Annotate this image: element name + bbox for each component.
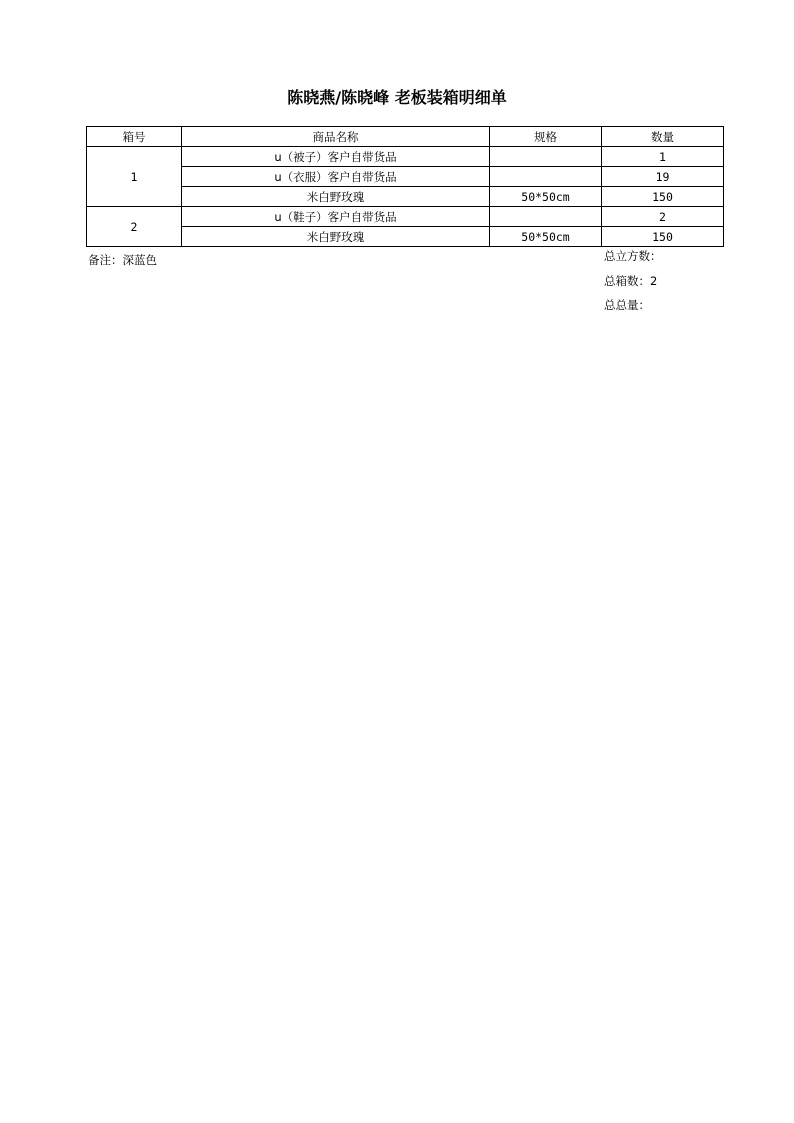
column-header-quantity: 数量 — [602, 127, 724, 147]
table-row — [87, 147, 724, 167]
table-row — [87, 187, 724, 207]
table-row — [87, 207, 724, 227]
column-header-product-name: 商品名称 — [182, 127, 490, 147]
product-name-cell: 米白野玫瑰 — [182, 227, 490, 247]
packing-list-table — [86, 126, 724, 247]
spec-cell: 50*50cm — [490, 227, 602, 247]
product-name-cell: u（衣服）客户自带货品 — [182, 167, 490, 187]
table-row — [87, 167, 724, 187]
total-boxes-label: 总箱数：2 — [604, 274, 658, 288]
product-name-cell: 米白野玫瑰 — [182, 187, 490, 207]
spec-cell — [490, 147, 602, 167]
spec-cell: 50*50cm — [490, 187, 602, 207]
product-name-cell: u（被子）客户自带货品 — [182, 147, 490, 167]
total-volume-label: 总立方数： — [604, 249, 662, 263]
quantity-cell: 150 — [602, 187, 724, 207]
quantity-cell: 150 — [602, 227, 724, 247]
spec-cell — [490, 167, 602, 187]
table-row — [87, 227, 724, 247]
box-number-cell: 1 — [87, 147, 182, 207]
total-weight-label: 总总量： — [604, 298, 650, 312]
column-header-spec: 规格 — [490, 127, 602, 147]
remark-note: 备注：深蓝色 — [88, 253, 157, 267]
spec-cell — [490, 207, 602, 227]
quantity-cell: 19 — [602, 167, 724, 187]
table-header-row — [87, 127, 724, 147]
quantity-cell: 1 — [602, 147, 724, 167]
column-header-box-no: 箱号 — [87, 127, 182, 147]
box-number-cell: 2 — [87, 207, 182, 247]
page-title: 陈晓燕/陈晓峰 老板装箱明细单 — [287, 88, 507, 107]
quantity-cell: 2 — [602, 207, 724, 227]
product-name-cell: u（鞋子）客户自带货品 — [182, 207, 490, 227]
